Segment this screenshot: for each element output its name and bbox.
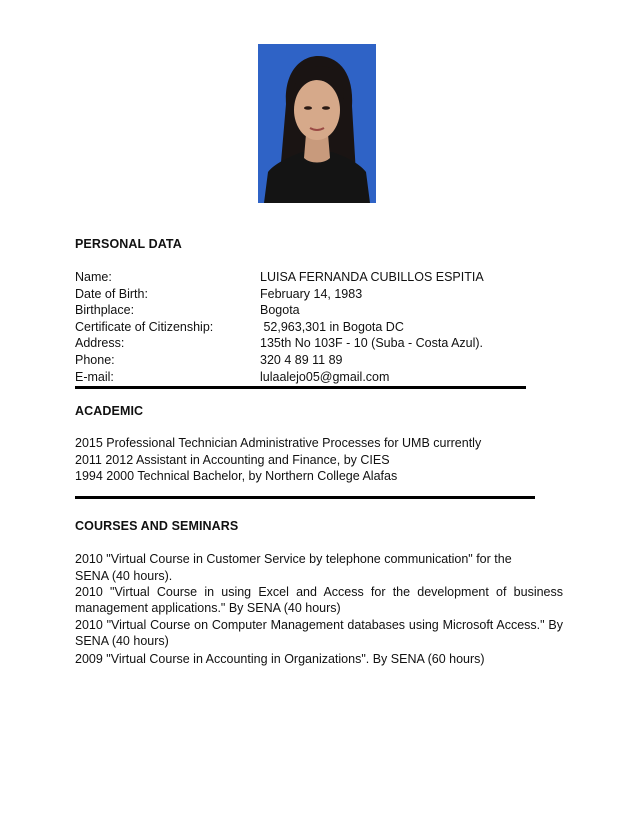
field-value: 52,963,301 in Bogota DC [260,320,404,334]
field-value: Bogota [260,303,300,317]
personal-data-heading: PERSONAL DATA [75,237,182,251]
course-line: 2010 "Virtual Course on Computer Management databases using Microsoft Access." By [75,618,563,632]
field-value: February 14, 1983 [260,287,363,301]
courses-heading: COURSES AND SEMINARS [75,519,239,533]
course-line: 2010 "Virtual Course in using Excel and Access for the development of business [75,585,563,599]
academic-item: 1994 2000 Technical Bachelor, by Northern College Alafas [75,469,398,483]
course-line: 2009 "Virtual Course in Accounting in Organizations". By SENA (60 hours) [75,652,485,666]
field-value: lulaalejo05@gmail.com [260,370,390,384]
field-value: 320 4 89 11 89 [260,353,343,367]
course-line: SENA (40 hours). [75,569,173,583]
section-divider [75,386,526,389]
academic-item: 2015 Professional Technician Administrative Processes for UMB currently [75,436,482,450]
course-line: management applications." By SENA (40 hours) [75,601,341,615]
field-value: LUISA FERNANDA CUBILLOS ESPITIA [260,270,484,284]
portrait-image [258,44,376,203]
academic-item: 2011 2012 Assistant in Accounting and Finance, by CIES [75,453,390,467]
academic-heading: ACADEMIC [75,404,144,418]
course-line: 2010 "Virtual Course in Customer Service by telephone communication" for the [75,552,512,566]
course-line: SENA (40 hours) [75,634,169,648]
field-label: Address: [75,336,125,350]
field-value: 135th No 103F - 10 (Suba - Costa Azul). [260,336,484,350]
field-label: Phone: [75,353,115,367]
field-label: Certificate of Citizenship: [75,320,214,334]
field-label: Date of Birth: [75,287,148,301]
section-divider [75,496,535,499]
field-label: Name: [75,270,112,284]
profile-photo [258,44,376,203]
field-label: Birthplace: [75,303,135,317]
field-label: E-mail: [75,370,114,384]
